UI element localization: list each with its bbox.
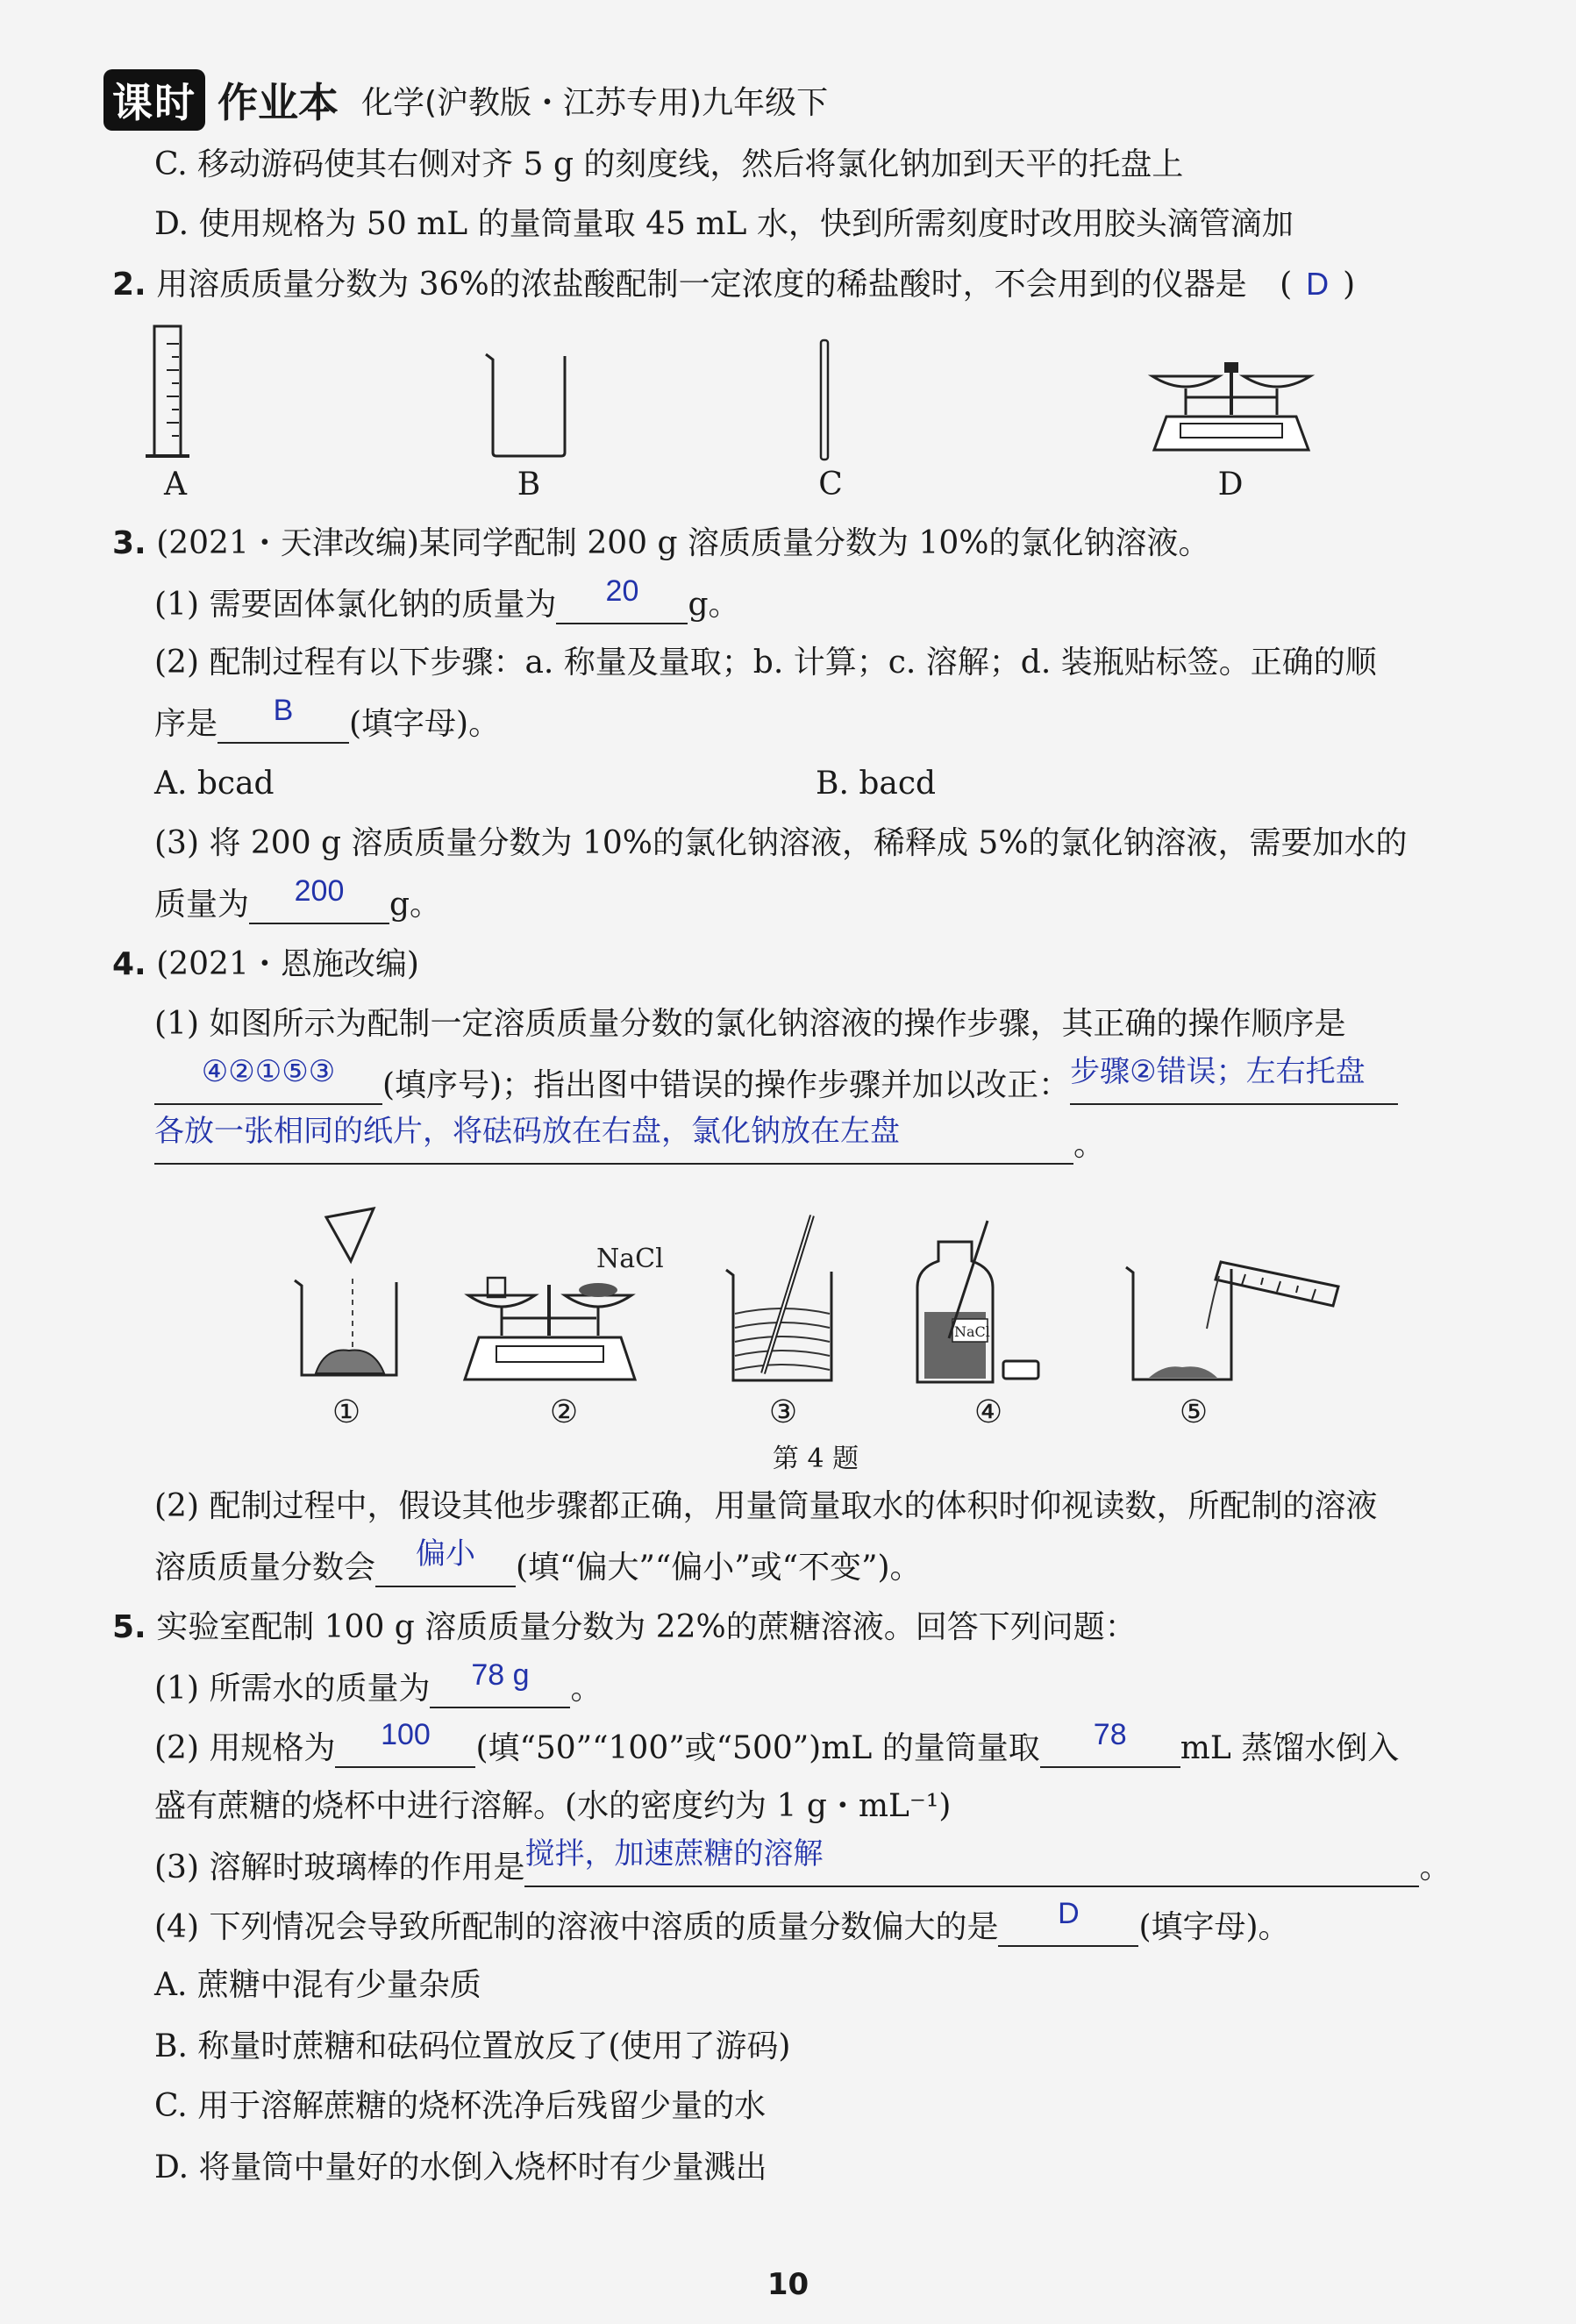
figure-4-take-solid — [909, 1215, 1049, 1388]
graduated-cylinder-figure — [140, 317, 210, 463]
q5-part2-line1 — [154, 1718, 1400, 1768]
q3-part2-line1: (2) 配制过程有以下步骤：a. 称量及量取；b. 计算；c. 溶解；d. 装瓶贴标签。正确的顺 — [154, 645, 1377, 681]
q4-part1-line3 — [154, 1115, 1106, 1165]
q3-stem-line — [112, 524, 1209, 563]
q4-part2-hint: (填“偏大”“偏小”或“不变”)。 — [516, 1550, 922, 1586]
series-name: 作业本 — [218, 79, 339, 126]
q5-part2-text-2: (填“50”“100”或“500”)mL 的量筒量取 — [475, 1730, 1040, 1766]
q5-part1 — [154, 1658, 603, 1708]
header — [103, 68, 828, 132]
q5-option-d: D. 将量筒中量好的水倒入烧杯时有少量溅出 — [154, 2149, 767, 2185]
q5-part1-text: (1) 所需水的质量为 — [154, 1671, 431, 1707]
q5-part2-text-3: mL 蒸馏水倒入 — [1180, 1730, 1400, 1766]
q3-option-a: A. bcad — [154, 766, 275, 802]
q2-label-d: D — [1217, 467, 1244, 503]
q2-label-c: C — [818, 467, 843, 503]
glass-rod-figure — [816, 337, 835, 463]
q3-option-b: B. bacd — [816, 766, 937, 802]
q3-part1 — [154, 574, 740, 624]
figure-5-pour-water — [1123, 1232, 1342, 1388]
figure-1-label: ① — [332, 1394, 361, 1430]
q5-part2-text-1: (2) 用规格为 — [154, 1730, 336, 1766]
beaker-figure — [481, 349, 577, 461]
q2-answer-paren: ( D ) — [1280, 266, 1356, 303]
q4-part2-blank — [375, 1537, 516, 1587]
q5-part1-blank — [430, 1658, 570, 1708]
q1-option-c: C. 移动游码使其右侧对齐 5 g 的刻度线，然后将氯化钠加到天平的托盘上 — [154, 146, 1184, 182]
q5-part3 — [154, 1837, 1451, 1887]
q5-part3-answer: 搅拌，加速蔗糖的溶解 — [524, 1837, 824, 1871]
figure-2-nacl-label: NaCl — [596, 1244, 664, 1274]
q3-part3-line1: (3) 将 200 g 溶质质量分数为 10%的氯化钠溶液，稀释成 5%的氯化钠溶液，需要加水的 — [154, 825, 1408, 861]
q1-option-d: D. 使用规格为 50 mL 的量筒量取 45 mL 水，快到所需刻度时改用胶头滴管滴加 — [154, 206, 1294, 242]
q4-part1-fix-answer-2: 各放一张相同的纸片，将砝码放在右盘，氯化钠放在左盘 — [154, 1115, 900, 1148]
q2-answer: D — [1306, 266, 1330, 302]
figure-3-label: ③ — [768, 1394, 798, 1430]
q4-stem-line — [112, 945, 419, 984]
q3-part3-line2 — [154, 874, 442, 924]
q2-label-a: A — [164, 467, 187, 503]
figure-4-label: ④ — [973, 1394, 1003, 1430]
q4-part2-line2 — [154, 1537, 922, 1587]
q5-option-b: B. 称量时蔗糖和砝码位置放反了(使用了游码) — [154, 2028, 791, 2064]
q4-stem: (2021・恩施改编) — [156, 946, 419, 982]
subject-title: 化学(沪教版・江苏专用)九年级下 — [361, 84, 829, 121]
figure-caption: 第 4 题 — [772, 1444, 859, 1474]
q5-part4-hint: (填字母)。 — [1138, 1909, 1290, 1945]
q4-part1-order-answer: ④②①⑤③ — [201, 1055, 336, 1088]
q4-part2-text: 溶质质量分数会 — [154, 1550, 376, 1586]
q4-part1-end: 。 — [1073, 1127, 1106, 1163]
figure-3-dissolve — [721, 1208, 844, 1388]
q5-part2-blank-2 — [1040, 1718, 1180, 1768]
q5-part1-end: 。 — [570, 1671, 603, 1707]
q5-part3-end: 。 — [1419, 1850, 1451, 1886]
q5-stem: 实验室配制 100 g 溶质质量分数为 22%的蔗糖溶液。回答下列问题： — [156, 1609, 1137, 1645]
q3-part1-answer: 20 — [605, 574, 639, 608]
q2-label-b: B — [517, 467, 541, 503]
q5-part2-answer-1: 100 — [381, 1718, 431, 1751]
q5-part3-blank — [524, 1837, 1419, 1887]
q4-number: 4. — [112, 946, 146, 982]
q4-part1-order-blank — [154, 1055, 382, 1105]
q3-part3-answer: 200 — [294, 874, 345, 908]
q2-stem: 用溶质质量分数为 36%的浓盐酸配制一定浓度的稀盐酸时，不会用到的仪器是 — [156, 267, 1247, 303]
figure-2-label: ② — [549, 1394, 579, 1430]
page-number: 10 — [767, 2267, 809, 2302]
figure-5-label: ⑤ — [1179, 1394, 1209, 1430]
q5-part2-answer-2: 78 — [1093, 1718, 1127, 1751]
q4-part1-line2 — [154, 1055, 1398, 1105]
q5-part3-text: (3) 溶解时玻璃棒的作用是 — [154, 1850, 525, 1886]
q4-part2-line1: (2) 配制过程中，假设其他步骤都正确，用量筒量取水的体积时仰视读数，所配制的溶液 — [154, 1488, 1378, 1524]
q3-part2-text: 序是 — [154, 706, 218, 742]
q3-part2-answer: B — [273, 694, 294, 727]
figure-2-weigh — [456, 1232, 664, 1388]
q4-part1-text: (填序号)；指出图中错误的操作步骤并加以改正： — [382, 1067, 1071, 1103]
q3-part3-unit: g。 — [389, 887, 442, 923]
q5-part1-answer: 78 g — [471, 1658, 530, 1692]
q4-part1-fix-blank-2 — [154, 1115, 1073, 1165]
q5-part2-blank-1 — [335, 1718, 475, 1768]
q3-part3-text: 质量为 — [154, 887, 250, 923]
q5-part4-blank — [998, 1897, 1138, 1947]
q3-stem: (2021・天津改编)某同学配制 200 g 溶质质量分数为 10%的氯化钠溶液。 — [156, 525, 1210, 561]
q4-part1-fix-answer-1: 步骤②错误；左右托盘 — [1070, 1055, 1366, 1088]
q3-part2-blank — [218, 694, 349, 744]
q3-part2-hint: (填字母)。 — [349, 706, 501, 742]
q3-part2-line2 — [154, 694, 501, 744]
balance-figure — [1145, 355, 1317, 462]
q3-part3-blank — [249, 874, 389, 924]
q3-part1-unit: g。 — [688, 587, 740, 623]
q4-part1-fix-blank-1 — [1070, 1055, 1398, 1105]
q5-part4-text: (4) 下列情况会导致所配制的溶液中溶质的质量分数偏大的是 — [154, 1909, 999, 1945]
q5-part4-answer: D — [1058, 1897, 1080, 1930]
q5-number: 5. — [112, 1609, 146, 1645]
q5-part2-line2: 盛有蔗糖的烧杯中进行溶解。(水的密度约为 1 g・mL⁻¹) — [154, 1788, 952, 1824]
q3-part1-text: (1) 需要固体氯化钠的质量为 — [154, 587, 557, 623]
q5-stem-line — [112, 1608, 1137, 1647]
figure-4-bottle-label: NaCl — [954, 1323, 990, 1340]
q5-option-c: C. 用于溶解蔗糖的烧杯洗净后残留少量的水 — [154, 2088, 767, 2124]
q2-number: 2. — [112, 267, 146, 303]
q3-number: 3. — [112, 525, 146, 561]
q5-option-a: A. 蔗糖中混有少量杂质 — [154, 1967, 481, 2003]
q4-part1-line1: (1) 如图所示为配制一定溶质质量分数的氯化钠溶液的操作步骤，其正确的操作顺序是 — [154, 1006, 1346, 1042]
series-logo: 课时 — [103, 69, 205, 131]
q3-part1-blank — [556, 574, 688, 624]
q5-part4 — [154, 1897, 1290, 1947]
q4-part2-answer: 偏小 — [416, 1537, 476, 1571]
figure-1-pour-solid — [289, 1200, 412, 1388]
q2-line — [112, 265, 1355, 304]
